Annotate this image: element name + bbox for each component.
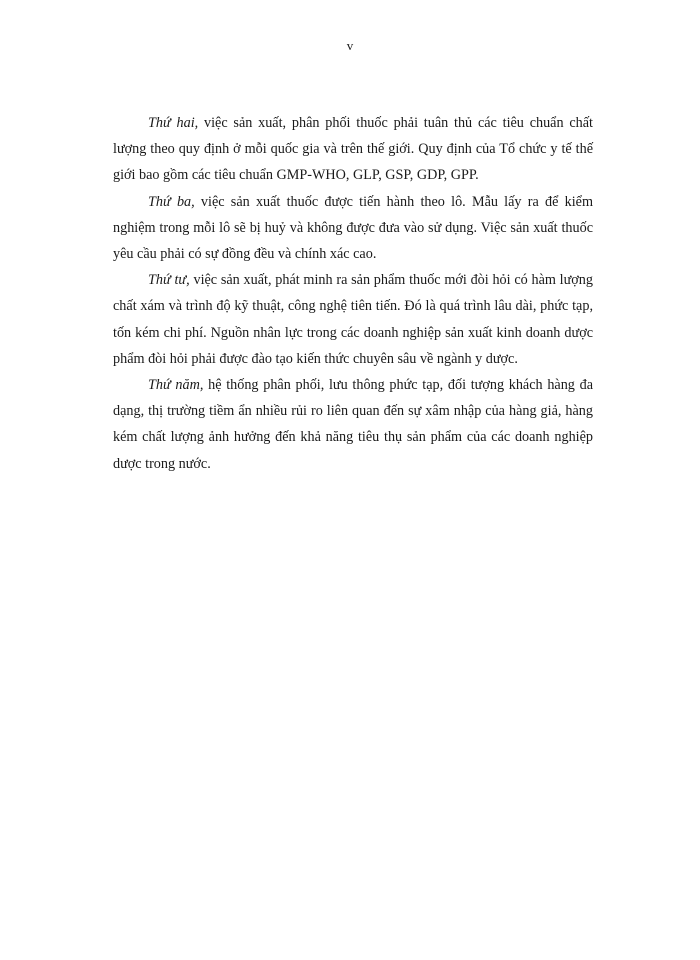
paragraph-text: hệ thống phân phối, lưu thông phức tạp, đối tượng khách hàng đa dạng, thị trường tiềm ẩn nhiều rủi ro liên quan đến sự xâm nhập của hàng giả, hàng kém chất lượng ảnh hưởng đến khả năng tiêu thụ sản phẩm của các doanh nghiệp dược trong nước. bbox=[113, 377, 593, 472]
page-number: v bbox=[346, 38, 354, 53]
paragraph-thu-ba bbox=[113, 189, 593, 268]
paragraph-text: việc sản xuất, phát minh ra sản phẩm thuốc mới đòi hỏi có hàm lượng chất xám và trình độ kỹ thuật, công nghệ tiên tiến. Đó là quá trình lâu dài, phức tạp, tốn kém chi phí. Nguồn nhân lực trong các doanh nghiệp sản xuất kinh doanh dược phẩm đòi hỏi phải được đào tạo kiến thức chuyên sâu về ngành y dược. bbox=[113, 272, 593, 367]
paragraph-text: việc sản xuất, phân phối thuốc phải tuân thủ các tiêu chuẩn chất lượng theo quy định ở mỗi quốc gia và trên thế giới. Quy định của Tổ chức y tế thế giới bao gồm các tiêu chuẩn GMP-WHO, GLP, GSP, GDP, GPP. bbox=[113, 115, 593, 184]
paragraph-thu-tu bbox=[113, 267, 593, 372]
paragraph-text: việc sản xuất thuốc được tiến hành theo lô. Mẫu lấy ra để kiểm nghiệm trong mỗi lô sẽ bị huỷ và không được đưa vào sử dụng. Việc sản xuất thuốc yêu cầu phải có sự đồng đều và chính xác cao. bbox=[113, 193, 593, 263]
paragraph-lead: Thứ ba, bbox=[148, 193, 195, 210]
paragraph-thu-hai bbox=[113, 110, 593, 189]
paragraph-lead: Thứ năm, bbox=[148, 377, 204, 394]
paragraph-lead: Thứ hai, bbox=[148, 115, 199, 131]
paragraph-lead: Thứ tư, bbox=[148, 272, 190, 289]
document-body bbox=[113, 110, 593, 477]
paragraph-thu-nam bbox=[113, 372, 593, 477]
